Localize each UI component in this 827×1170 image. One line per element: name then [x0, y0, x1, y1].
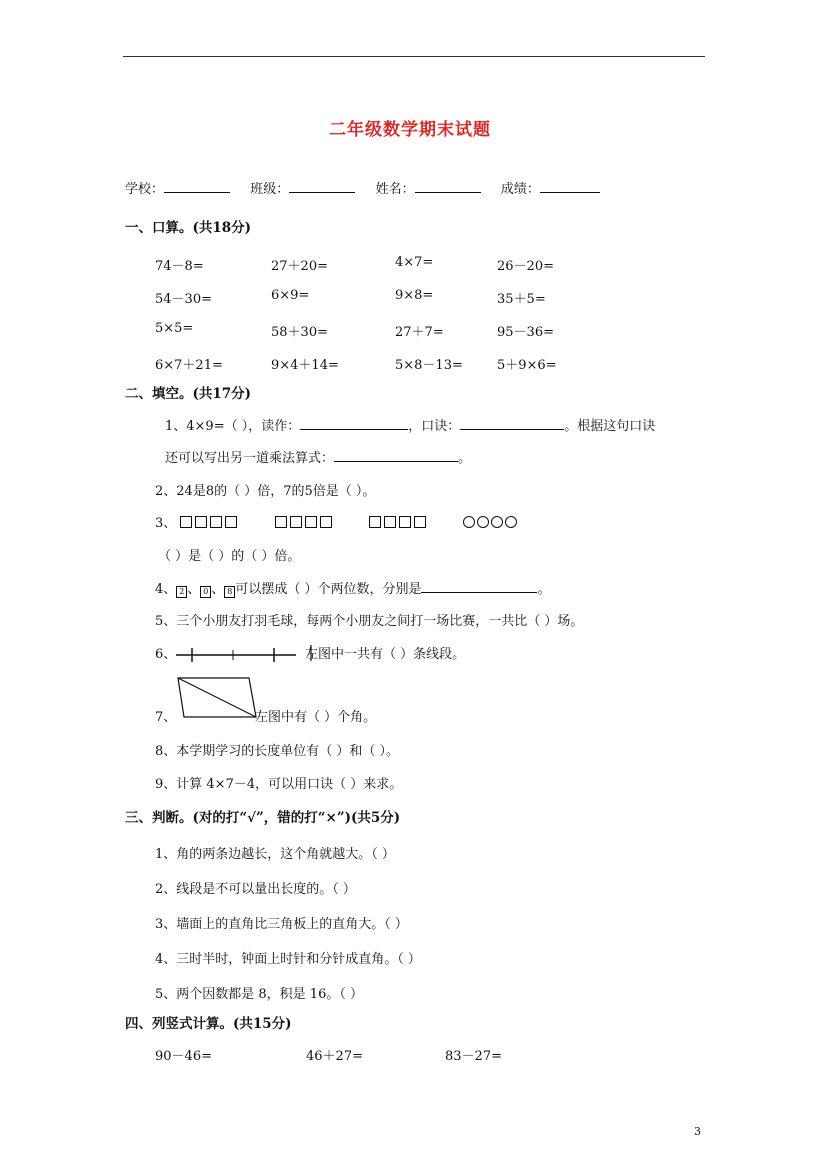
square-icon: [225, 516, 237, 528]
school-field[interactable]: [164, 180, 230, 193]
fill-q6-text: 左图中一共有（ ）条线段。: [305, 647, 466, 662]
fill-q1-line2: 还可以写出另一道乘法算式： 。: [165, 451, 472, 466]
header-rule: [123, 56, 705, 57]
square-icon: [320, 516, 332, 528]
square-icon: [384, 516, 396, 528]
oral-item: 27＋7=: [395, 325, 444, 340]
name-field[interactable]: [415, 180, 481, 193]
fill-q3-shapes: 3、: [155, 512, 519, 531]
judge-item-5: 5、两个因数都是 8，积是 16。（ ）: [155, 987, 363, 1002]
judge-item-4: 4、三时半时，钟面上时针和分针成直角。（ ）: [155, 952, 421, 967]
school-label: 学校：: [125, 182, 165, 197]
oral-item: 95－36=: [497, 325, 554, 340]
score-label: 成绩：: [500, 182, 540, 197]
oral-item: 6×9=: [271, 288, 310, 303]
section-1-heading: 一、口算。(共18分): [125, 220, 252, 236]
oral-item: 5×8－13=: [395, 358, 463, 373]
square-group-3: [369, 516, 429, 531]
oral-item: 4×7=: [395, 255, 434, 270]
vertical-calc-1: 90－46=: [155, 1049, 212, 1064]
name-label: 姓名：: [375, 182, 415, 197]
square-icon: [210, 516, 222, 528]
judge-item-3: 3、墙面上的直角比三角板上的直角大。（ ）: [155, 917, 408, 932]
oral-item: 35＋5=: [497, 292, 546, 307]
parallelogram-figure: [176, 676, 258, 720]
oral-item: 9×8=: [395, 288, 434, 303]
circle-icon: [463, 516, 475, 528]
class-label: 班级：: [250, 182, 290, 197]
fill-q5: 5、三个小朋友打羽毛球，每两个小朋友之间打一场比赛，一共比（ ）场。: [155, 614, 584, 629]
oral-item: 5×5=: [155, 321, 194, 336]
fill-q3-answer: （ ）是（ ）的（ ）倍。: [158, 549, 301, 564]
oral-item: 54－30=: [155, 292, 212, 307]
digit-card-0: 0: [200, 586, 211, 598]
vertical-calc-3: 83－27=: [445, 1049, 502, 1064]
square-icon: [290, 516, 302, 528]
fill-q4: 4、 2 、 0 、 8 可以摆成（ ）个两位数，分别是 。: [155, 582, 551, 597]
square-group-2: [275, 516, 335, 531]
square-icon: [369, 516, 381, 528]
fill-q7-text: 左图中有（ ）个角。: [255, 710, 377, 725]
section-3-heading: 三、判断。(对的打“√”，错的打“×”)(共5分): [125, 810, 401, 826]
square-icon: [305, 516, 317, 528]
square-group-1: [180, 516, 240, 531]
section-2-heading: 二、填空。(共17分): [125, 386, 252, 402]
equation-field[interactable]: [334, 449, 458, 462]
score-field[interactable]: [540, 180, 600, 193]
page-number: 3: [694, 1125, 701, 1138]
fill-q7-label: 7、: [155, 710, 177, 725]
page-title: 二年级数学期末试题: [329, 120, 491, 140]
judge-item-1: 1、角的两条边越长，这个角就越大。（ ）: [155, 847, 395, 862]
square-icon: [275, 516, 287, 528]
digit-card-2: 2: [176, 586, 187, 598]
class-field[interactable]: [289, 180, 355, 193]
square-icon: [195, 516, 207, 528]
circle-group: [463, 516, 519, 531]
square-icon: [414, 516, 426, 528]
fill-q8: 8、本学期学习的长度单位有（ ）和（ ）。: [155, 744, 400, 759]
judge-item-2: 2、线段是不可以量出长度的。（ ）: [155, 882, 356, 897]
rhyme-field[interactable]: [460, 417, 564, 430]
oral-item: 58＋30=: [271, 325, 328, 340]
oral-item: 27＋20=: [271, 259, 328, 274]
oral-item: 6×7＋21=: [155, 358, 223, 373]
oral-item: 74－8=: [155, 259, 204, 274]
digit-card-8: 8: [224, 586, 235, 598]
circle-icon: [491, 516, 503, 528]
square-icon: [180, 516, 192, 528]
info-line: [125, 178, 600, 197]
oral-item: 5＋9×6=: [497, 358, 557, 373]
fill-q1-line1: 1、4×9=（ ），读作： ，口诀： 。根据这句口诀: [165, 419, 656, 434]
fill-q2: 2、24是8的（ ）倍，7的5倍是（ ）。: [155, 484, 376, 499]
section-4-heading: 四、列竖式计算。(共15分): [125, 1016, 292, 1032]
reading-field[interactable]: [300, 417, 408, 430]
circle-icon: [505, 516, 517, 528]
numbers-field[interactable]: [421, 580, 537, 593]
fill-q9: 9、计算 4×7－4，可以用口诀（ ）来求。: [155, 777, 403, 792]
oral-item: 26－20=: [497, 259, 554, 274]
square-icon: [399, 516, 411, 528]
oral-item: 9×4＋14=: [271, 358, 339, 373]
line-segment-figure: [176, 645, 316, 665]
circle-icon: [477, 516, 489, 528]
vertical-calc-2: 46＋27=: [306, 1049, 363, 1064]
fill-q6-label: 6、: [155, 647, 177, 662]
